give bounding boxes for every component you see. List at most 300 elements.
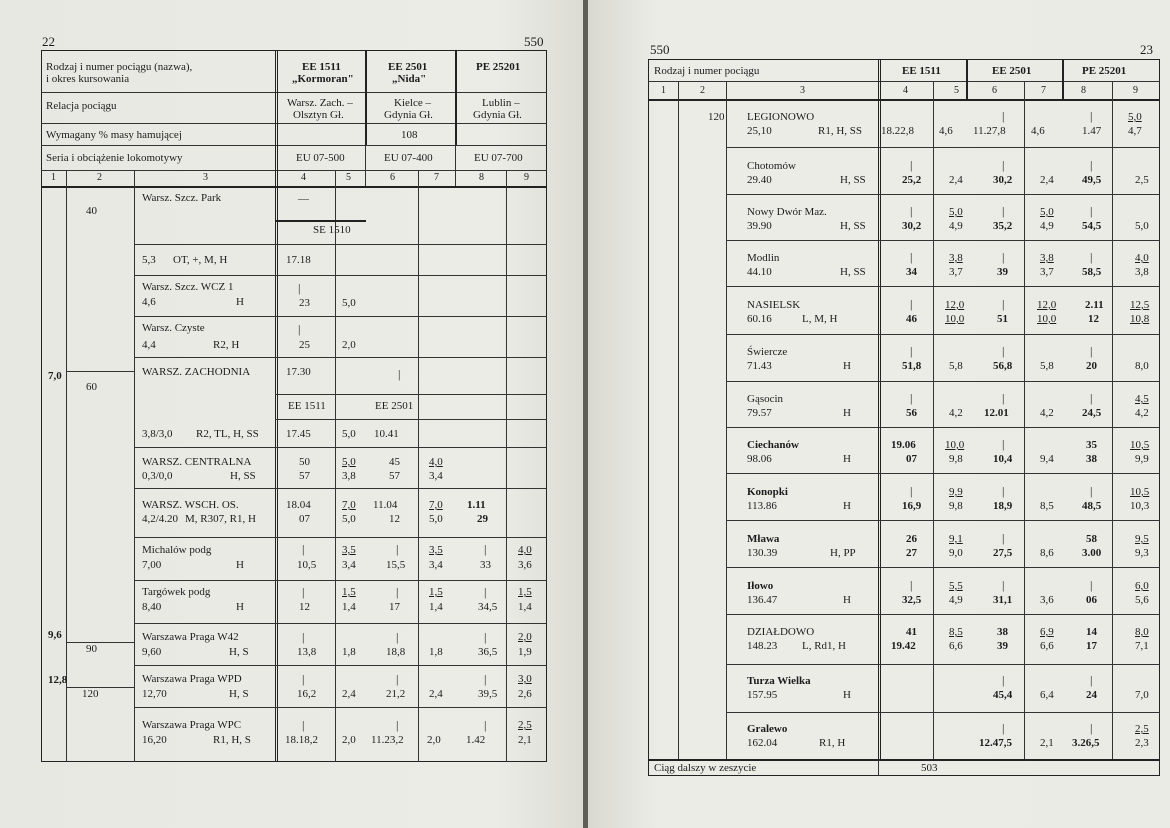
pass-bar: | — [484, 718, 487, 732]
time-value: 46 — [906, 313, 917, 325]
time-value: 27,5 — [993, 547, 1013, 559]
pass-bar: | — [1090, 721, 1093, 735]
gradient-value: 7,0 — [48, 370, 62, 382]
column-number: 9 — [1133, 85, 1138, 96]
pass-bar: | — [298, 281, 301, 295]
gradient-value: 12,8 — [48, 674, 68, 686]
pass-bar: | — [910, 297, 913, 311]
station-codes: R2, TL, H, SS — [196, 428, 259, 440]
time-value: 10,4 — [993, 453, 1013, 465]
column-number: 9 — [524, 172, 529, 183]
time-value: 49,5 — [1082, 174, 1102, 186]
duration-value: 10,5 — [1130, 486, 1150, 498]
station-name: Konopki — [747, 486, 788, 498]
duration-value: 10,3 — [1130, 500, 1150, 512]
time-value: 07 — [299, 513, 310, 525]
pass-bar: | — [1090, 484, 1093, 498]
column-number: 2 — [700, 85, 705, 96]
duration-value: 5,0 — [342, 513, 356, 525]
duration-value: 4,9 — [1040, 220, 1054, 232]
duration-value: 8,0 — [1135, 626, 1149, 638]
time-value: 35,2 — [993, 220, 1013, 232]
no-stop-dash: — — [298, 193, 309, 205]
station-name: Iłowo — [747, 580, 774, 592]
time-value: 06 — [1086, 594, 1097, 606]
time-value: 34,5 — [478, 601, 498, 613]
km-value: 79.57 — [747, 407, 772, 419]
pass-bar: | — [1090, 204, 1093, 218]
duration-value: 2,5 — [1135, 723, 1149, 735]
station-name: Chotomów — [747, 160, 796, 172]
time-value: 16,9 — [902, 500, 922, 512]
duration-value: 10,5 — [1130, 439, 1150, 451]
time-value: 1.47 — [1082, 125, 1102, 137]
duration-value: 4,2 — [1135, 407, 1149, 419]
time-value: 18.22,8 — [881, 125, 914, 137]
km-value: 4,6 — [142, 296, 156, 308]
time-value: 56 — [906, 407, 917, 419]
train-number: EE 2501 — [992, 65, 1032, 77]
train-name: „Kormoran" — [292, 73, 354, 85]
duration-value: 10,8 — [1130, 313, 1150, 325]
station-codes: H — [236, 559, 244, 571]
column-number: 5 — [346, 172, 351, 183]
pass-bar: | — [1090, 578, 1093, 592]
km-value: 12,70 — [142, 688, 167, 700]
duration-value: 1,5 — [429, 586, 443, 598]
time-value: 12.01 — [984, 407, 1009, 419]
pass-bar: | — [1090, 109, 1093, 123]
duration-value: 3,5 — [342, 544, 356, 556]
km-value: 25,10 — [747, 125, 772, 137]
station-name: WARSZ. CENTRALNA — [142, 456, 252, 468]
km-value: 0,3/0,0 — [142, 470, 173, 482]
relation-to: Olsztyn Gł. — [293, 109, 344, 121]
duration-value: 3,6 — [518, 559, 532, 571]
time-value: 19.42 — [891, 640, 916, 652]
speed-limit: 90 — [86, 643, 97, 655]
time-value: 51 — [997, 313, 1008, 325]
speed-limit: 120 — [82, 688, 99, 700]
relation-from: Kielce – — [394, 97, 431, 109]
km-value: 71.43 — [747, 360, 772, 372]
km-value: 3,8/3,0 — [142, 428, 173, 440]
km-value: 4,4 — [142, 339, 156, 351]
station-codes: H, S — [229, 688, 249, 700]
time-value: 15,5 — [386, 559, 406, 571]
time-value: 07 — [906, 453, 917, 465]
station-codes: H — [843, 500, 851, 512]
column-number: 4 — [903, 85, 908, 96]
time-value: 39 — [997, 640, 1008, 652]
station-name: Targówek podg — [142, 586, 211, 598]
km-value: 162.04 — [747, 737, 778, 749]
brake-label: Wymagany % masy hamującej — [46, 129, 182, 141]
page-number: 23 — [1140, 42, 1153, 57]
time-value: 57 — [299, 470, 310, 482]
pass-bar: | — [1090, 391, 1093, 405]
time-value: 41 — [906, 626, 917, 638]
left-page — [0, 0, 583, 828]
station-name: Warsz. Szcz. WCZ 1 — [142, 281, 234, 293]
duration-value: 10,0 — [945, 439, 965, 451]
duration-value: 12,5 — [1130, 299, 1150, 311]
time-value: 27 — [906, 547, 917, 559]
station-codes: L, Rd1, H — [802, 640, 846, 652]
time-value: 18,9 — [993, 500, 1013, 512]
duration-value: 1,8 — [429, 646, 443, 658]
time-value: 38 — [997, 626, 1008, 638]
loco-series: EU 07-400 — [384, 152, 433, 164]
pass-bar: | — [1002, 297, 1005, 311]
station-name: Warsz. Czyste — [142, 322, 205, 334]
station-codes: R2, H — [213, 339, 240, 351]
duration-value: 5,0 — [1128, 111, 1142, 123]
column-number: 3 — [203, 172, 208, 183]
time-value: 17 — [389, 601, 400, 613]
station-name: LEGIONOWO — [747, 111, 815, 123]
train-type-label: Rodzaj i numer pociągu — [654, 65, 760, 77]
time-value: 24 — [1086, 689, 1097, 701]
duration-value: 2,0 — [427, 734, 441, 746]
gradient-value: 9,6 — [48, 629, 62, 641]
station-codes: H, SS — [840, 266, 866, 278]
duration-value: 3,4 — [429, 470, 443, 482]
station-name: Modlin — [747, 252, 780, 264]
column-number: 7 — [1041, 85, 1046, 96]
column-number: 6 — [390, 172, 395, 183]
time-value: 39 — [997, 266, 1008, 278]
station-codes: H, SS — [840, 174, 866, 186]
pass-bar: | — [910, 484, 913, 498]
duration-value: 4,0 — [518, 544, 532, 556]
relation-label: Relacja pociągu — [46, 100, 117, 112]
pass-bar: | — [484, 672, 487, 686]
speed-limit: 60 — [86, 381, 97, 393]
train-number: EE 1511 — [902, 65, 941, 77]
pass-bar: | — [910, 578, 913, 592]
station-name: Ciechanów — [747, 439, 799, 451]
km-value: 29.40 — [747, 174, 772, 186]
pass-bar: | — [1002, 204, 1005, 218]
duration-value: 5,5 — [949, 580, 963, 592]
column-number: 3 — [800, 85, 805, 96]
pass-bar: | — [1090, 158, 1093, 172]
km-value: 16,20 — [142, 734, 167, 746]
duration-value: 8,6 — [1040, 547, 1054, 559]
duration-value: 1,5 — [342, 586, 356, 598]
time-value: 17.45 — [286, 428, 311, 440]
km-value: 9,60 — [142, 646, 162, 658]
duration-value: 7,1 — [1135, 640, 1149, 652]
time-value: 17 — [1086, 640, 1097, 652]
time-value: 20 — [1086, 360, 1097, 372]
time-value: 29 — [477, 513, 488, 525]
duration-value: 5,8 — [1040, 360, 1054, 372]
duration-value: 6,0 — [1135, 580, 1149, 592]
duration-value: 10,0 — [1037, 313, 1057, 325]
train-number: PE 25201 — [476, 61, 521, 73]
time-value: 56,8 — [993, 360, 1013, 372]
duration-value: 2,4 — [342, 688, 356, 700]
duration-value: 2,5 — [518, 719, 532, 731]
connecting-train-label: EE 1511 — [288, 400, 326, 412]
pass-bar: | — [1090, 344, 1093, 358]
time-value: 39,5 — [478, 688, 498, 700]
speed-limit: 40 — [86, 205, 97, 217]
pass-bar: | — [910, 204, 913, 218]
station-codes: H — [843, 407, 851, 419]
pass-bar: | — [910, 250, 913, 264]
duration-value: 5,0 — [342, 428, 356, 440]
time-value: 2.11 — [1085, 299, 1104, 311]
duration-value: 2,0 — [342, 339, 356, 351]
relation-from: Warsz. Zach. – — [287, 97, 353, 109]
station-codes: H, SS — [230, 470, 256, 482]
time-value: 24,5 — [1082, 407, 1102, 419]
train-number: EE 1511 — [302, 61, 341, 73]
station-name: WARSZ. ZACHODNIA — [142, 366, 251, 378]
time-value: 11.27,8 — [973, 125, 1006, 137]
column-number: 5 — [954, 85, 959, 96]
station-name: Gralewo — [747, 723, 788, 735]
km-value: 148.23 — [747, 640, 778, 652]
duration-value: 2,1 — [518, 734, 532, 746]
speed-limit: 120 — [708, 111, 725, 123]
pass-bar: | — [396, 718, 399, 732]
duration-value: 2,0 — [518, 631, 532, 643]
time-value: 48,5 — [1082, 500, 1102, 512]
duration-value: 4,0 — [1135, 252, 1149, 264]
pass-bar: | — [910, 344, 913, 358]
station-name: Warszawa Praga WPD — [142, 673, 242, 685]
relation-from: Lublin – — [482, 97, 520, 109]
duration-value: 4,7 — [1128, 125, 1142, 137]
time-value: 50 — [299, 456, 310, 468]
duration-value: 2,0 — [342, 734, 356, 746]
station-name: Warsz. Szcz. Park — [142, 192, 222, 204]
time-value: 33 — [480, 559, 491, 571]
time-value: 17.30 — [286, 366, 311, 378]
station-codes: OT, +, M, H — [173, 254, 228, 266]
time-value: 17.18 — [286, 254, 311, 266]
time-value: 12 — [1088, 313, 1099, 325]
station-codes: L, M, H — [802, 313, 838, 325]
duration-value: 5,0 — [1040, 206, 1054, 218]
pass-bar: | — [302, 542, 305, 556]
station-codes: H — [236, 296, 244, 308]
duration-value: 5,0 — [342, 297, 356, 309]
page-number: 22 — [42, 34, 55, 49]
duration-value: 9,1 — [949, 533, 963, 545]
duration-value: 4,2 — [949, 407, 963, 419]
station-codes: H — [843, 360, 851, 372]
column-number: 7 — [434, 172, 439, 183]
pass-bar: | — [1002, 578, 1005, 592]
duration-value: 9,4 — [1040, 453, 1054, 465]
duration-value: 9,9 — [1135, 453, 1149, 465]
time-value: 23 — [299, 297, 310, 309]
duration-value: 9,5 — [1135, 533, 1149, 545]
duration-value: 4,6 — [939, 125, 953, 137]
duration-value: 5,0 — [949, 206, 963, 218]
duration-value: 2,4 — [429, 688, 443, 700]
duration-value: 1,9 — [518, 646, 532, 658]
time-value: 18,8 — [386, 646, 406, 658]
duration-value: 12,0 — [1037, 299, 1057, 311]
right-page — [588, 0, 1170, 828]
duration-value: 5,6 — [1135, 594, 1149, 606]
station-codes: H, SS — [840, 220, 866, 232]
km-value: 4,2/4.20 — [142, 513, 179, 525]
pass-bar: | — [484, 542, 487, 556]
station-name: NASIELSK — [747, 299, 801, 311]
duration-value: 3,8 — [1135, 266, 1149, 278]
station-name: WARSZ. WSCH. OS. — [142, 499, 239, 511]
time-value: 19.06 — [891, 439, 916, 451]
pass-bar: | — [484, 585, 487, 599]
pass-bar: | — [302, 630, 305, 644]
pass-bar: | — [1002, 531, 1005, 545]
duration-value: 3,6 — [1040, 594, 1054, 606]
pass-bar: | — [302, 672, 305, 686]
pass-bar: | — [396, 630, 399, 644]
km-value: 98.06 — [747, 453, 772, 465]
duration-value: 1,5 — [518, 586, 532, 598]
km-value: 157.95 — [747, 689, 778, 701]
time-value: 11.04 — [373, 499, 398, 511]
time-value: 45 — [389, 456, 400, 468]
pass-bar: | — [484, 630, 487, 644]
time-value: 34 — [906, 266, 917, 278]
time-value: 3.26,5 — [1072, 737, 1100, 749]
time-value: 18.04 — [286, 499, 311, 511]
train-number: PE 25201 — [1082, 65, 1127, 77]
train-period-label: i okres kursowania — [46, 73, 130, 85]
time-value: 51,8 — [902, 360, 922, 372]
km-value: 130.39 — [747, 547, 778, 559]
duration-value: 9,8 — [949, 453, 963, 465]
station-codes: H — [843, 689, 851, 701]
time-value: 38 — [1086, 453, 1097, 465]
station-name: Turza Wielka — [747, 675, 811, 687]
duration-value: 7,0 — [429, 499, 443, 511]
continued-number: 503 — [921, 762, 938, 774]
duration-value: 3,5 — [429, 544, 443, 556]
time-value: 30,2 — [993, 174, 1013, 186]
section-number: 550 — [650, 42, 670, 57]
duration-value: 5,0 — [342, 456, 356, 468]
duration-value: 8,5 — [1040, 500, 1054, 512]
relation-to: Gdynia Gł. — [384, 109, 433, 121]
duration-value: 5,0 — [429, 513, 443, 525]
pass-bar: | — [1002, 109, 1005, 123]
continued-note: Ciąg dalszy w zeszycie — [654, 762, 757, 774]
station-name: Nowy Dwór Maz. — [747, 206, 827, 218]
km-value: 39.90 — [747, 220, 772, 232]
time-value: 54,5 — [1082, 220, 1102, 232]
time-value: 58 — [1086, 533, 1097, 545]
km-value: 60.16 — [747, 313, 772, 325]
km-value: 8,40 — [142, 601, 162, 613]
duration-value: 4,5 — [1135, 393, 1149, 405]
section-number: 550 — [524, 34, 544, 49]
loco-series: EU 07-500 — [296, 152, 345, 164]
duration-value: 3,0 — [518, 673, 532, 685]
time-value: 25 — [299, 339, 310, 351]
duration-value: 2,6 — [518, 688, 532, 700]
duration-value: 4,2 — [1040, 407, 1054, 419]
duration-value: 2,4 — [1040, 174, 1054, 186]
duration-value: 1,4 — [429, 601, 443, 613]
duration-value: 10,0 — [945, 313, 965, 325]
pass-bar: | — [396, 542, 399, 556]
station-codes: H, S — [229, 646, 249, 658]
station-name: Mława — [747, 533, 780, 545]
pass-bar: | — [1002, 484, 1005, 498]
km-value: 5,3 — [142, 254, 156, 266]
duration-value: 7,0 — [342, 499, 356, 511]
duration-value: 3,4 — [429, 559, 443, 571]
pass-bar: | — [1002, 391, 1005, 405]
train-name: „Nida" — [392, 73, 427, 85]
time-value: 1.11 — [467, 499, 486, 511]
pass-bar: | — [302, 718, 305, 732]
duration-value: 12,0 — [945, 299, 965, 311]
duration-value: 2,4 — [949, 174, 963, 186]
pass-bar: | — [1002, 437, 1005, 451]
km-value: 7,00 — [142, 559, 162, 571]
pass-bar: | — [1002, 344, 1005, 358]
time-value: 58,5 — [1082, 266, 1102, 278]
duration-value: 6,6 — [1040, 640, 1054, 652]
time-value: 14 — [1086, 626, 1097, 638]
duration-value: 9,8 — [949, 500, 963, 512]
station-codes: H — [236, 601, 244, 613]
connecting-train-label: SE 1510 — [313, 224, 351, 236]
column-number: 1 — [661, 85, 666, 96]
station-name: Warszawa Praga WPC — [142, 719, 242, 731]
duration-value: 4,9 — [949, 594, 963, 606]
duration-value: 7,0 — [1135, 689, 1149, 701]
pass-bar: | — [298, 322, 301, 336]
station-codes: H, PP — [830, 547, 856, 559]
station-codes: H — [843, 453, 851, 465]
pass-bar: | — [398, 367, 401, 381]
km-value: 113.86 — [747, 500, 777, 512]
time-value: 12 — [299, 601, 310, 613]
column-number: 6 — [992, 85, 997, 96]
duration-value: 3,7 — [949, 266, 963, 278]
time-value: 12.47,5 — [979, 737, 1012, 749]
duration-value: 1,4 — [518, 601, 532, 613]
duration-value: 3,8 — [342, 470, 356, 482]
time-value: 13,8 — [297, 646, 317, 658]
column-number: 1 — [51, 172, 56, 183]
pass-bar: | — [1002, 673, 1005, 687]
pass-bar: | — [1002, 721, 1005, 735]
station-name: Michalów podg — [142, 544, 212, 556]
duration-value: 4,6 — [1031, 125, 1045, 137]
duration-value: 3,7 — [1040, 266, 1054, 278]
time-value: 1.42 — [466, 734, 486, 746]
station-name: Warszawa Praga W42 — [142, 631, 239, 643]
duration-value: 8,0 — [1135, 360, 1149, 372]
station-codes: R1, H, S — [213, 734, 251, 746]
duration-value: 9,9 — [949, 486, 963, 498]
column-number: 8 — [1081, 85, 1086, 96]
pass-bar: | — [910, 391, 913, 405]
